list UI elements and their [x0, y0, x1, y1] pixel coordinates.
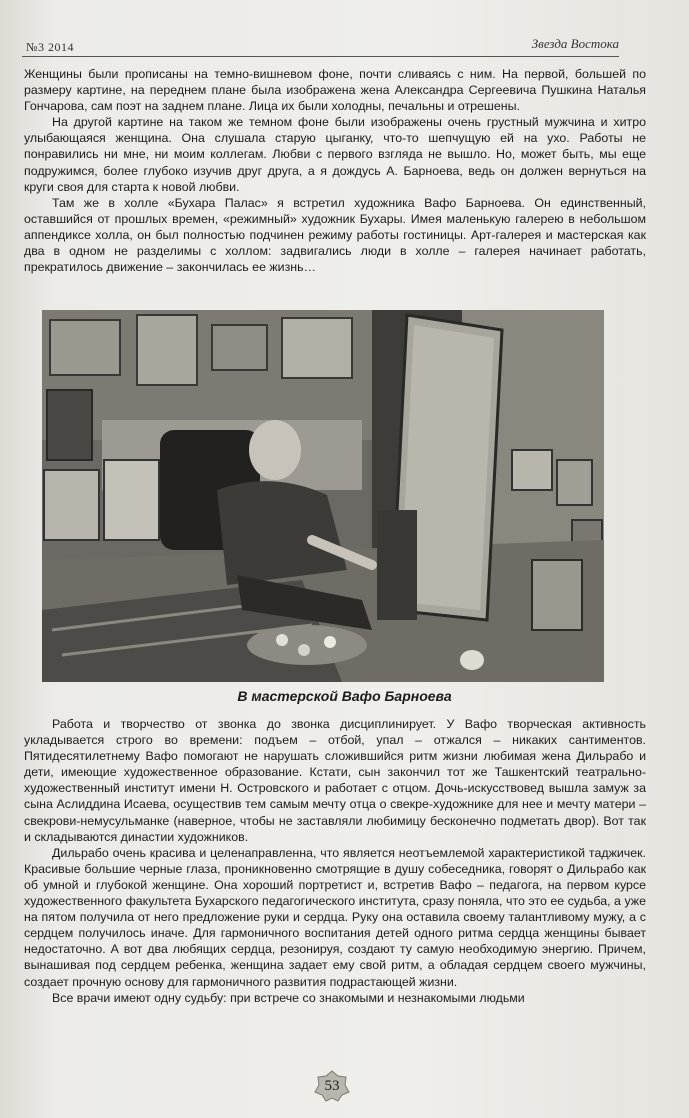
page-number-badge — [314, 1070, 350, 1102]
issue-number: №3 2014 — [26, 40, 74, 54]
paragraph: Там же в холле «Бухара Палас» я встретил художника Вафо Барноева. Он единственный, оставшийся от прошлых времен, «режимный» художник Бухары. Имея маленькую галерею в небольшом аппендиксе холла, он был полностью подчинен режиму работы гостиницы. Арт-галерея и мастерская как два в одном не разделимы с холлом: задвигались люди в холле – галерея начинает работать, прекратилось движение – закончилась ее жизнь… — [24, 195, 646, 275]
paragraph: Дильрабо очень красива и целенаправленна, что является неотъемлемой характеристикой таджичек. Красивые большие черные глаза, проникновенно смотрящие в душу собеседника, говорят о Дильрабо как об умной и глубокой женщине. Она хороший портретист и, встретив Вафо – педагога, на первом курсе художественного факультета Бухарского педагогического института, сразу поняла, что это ее судьба, а уже на пятом получила от него предложение руки и сердца. Руку она оставила своему талантливому мужу, а с сердцем получилось иначе. Для гармоничного воспитания детей одного ритма сердца женщины бывает недостаточно. А вот два любящих сердца, резонируя, создают ту самую необходимую энергию. Причем, вынашивая под сердцем ребенка, женщина задает ему свой ритм, а обладая сердцем своего мужчины, создает прочную основу для гармоничного развития подрастающей жизни. — [24, 845, 646, 989]
running-header — [22, 34, 619, 57]
page-number: 53 — [324, 1077, 340, 1094]
paragraph: Все врачи имеют одну судьбу: при встрече со знакомыми и незнакомыми людьми — [52, 990, 525, 1005]
article-text-bottom — [24, 716, 646, 1006]
studio-photo — [42, 310, 604, 682]
paragraph: Женщины были прописаны на темно-вишневом фоне, почти сливаясь с ним. На первой, большей по размеру картине, на переднем плане была изображена жена Александра Сергеевича Пушкина Наталья Гончарова, сам поэт на заднем плане. Лица их были холодны, печальны и отрешены. — [24, 67, 646, 114]
studio-photo-illustration — [42, 310, 604, 682]
photo-caption: В мастерской Вафо Барноева — [237, 688, 452, 704]
paragraph: На другой картине на таком же темном фоне были изображены очень грустный мужчина и хитро улыбающаяся женщина. Она слушала старую цыганку, что-то шепчущую ей на ухо. Работы не понравились ни мне, ни моим коллегам. Любви с первого взгляда не вышло. Но, может быть, мы еще подружимся, более глубоко изучив друг друга, а я дождусь А. Барноева, ведь он должен вернуться на круги своя для старта к новой любви. — [24, 115, 646, 194]
article-text-top — [24, 66, 646, 275]
journal-title: Звезда Востока — [531, 36, 619, 51]
paragraph: Работа и творчество от звонка до звонка дисциплинирует. У Вафо творческая активность укладывается строго во времени: подъем – отбой, упал – отжался – никаких сантиментов. Пятидесятилетнему Вафо помогают не нарушать сложившийся ритм жизни любимая жена Дильрабо и дети, имеющие художественное образование. Кстати, сын закончил тот же Ташкентский театрально-художественный институт имени Н. Островского и работает с отцом. Дочь-искусствовед вышла замуж за сына Аслиддина Исаева, осуществив тем самым мечту отца о свекре-художнике для нее и мечту матери – свекрови-немусульманке (наверное, чтобы не заставляли любимицу бесконечно подметать двор). Вот так и складываются династии художников. — [24, 717, 646, 844]
